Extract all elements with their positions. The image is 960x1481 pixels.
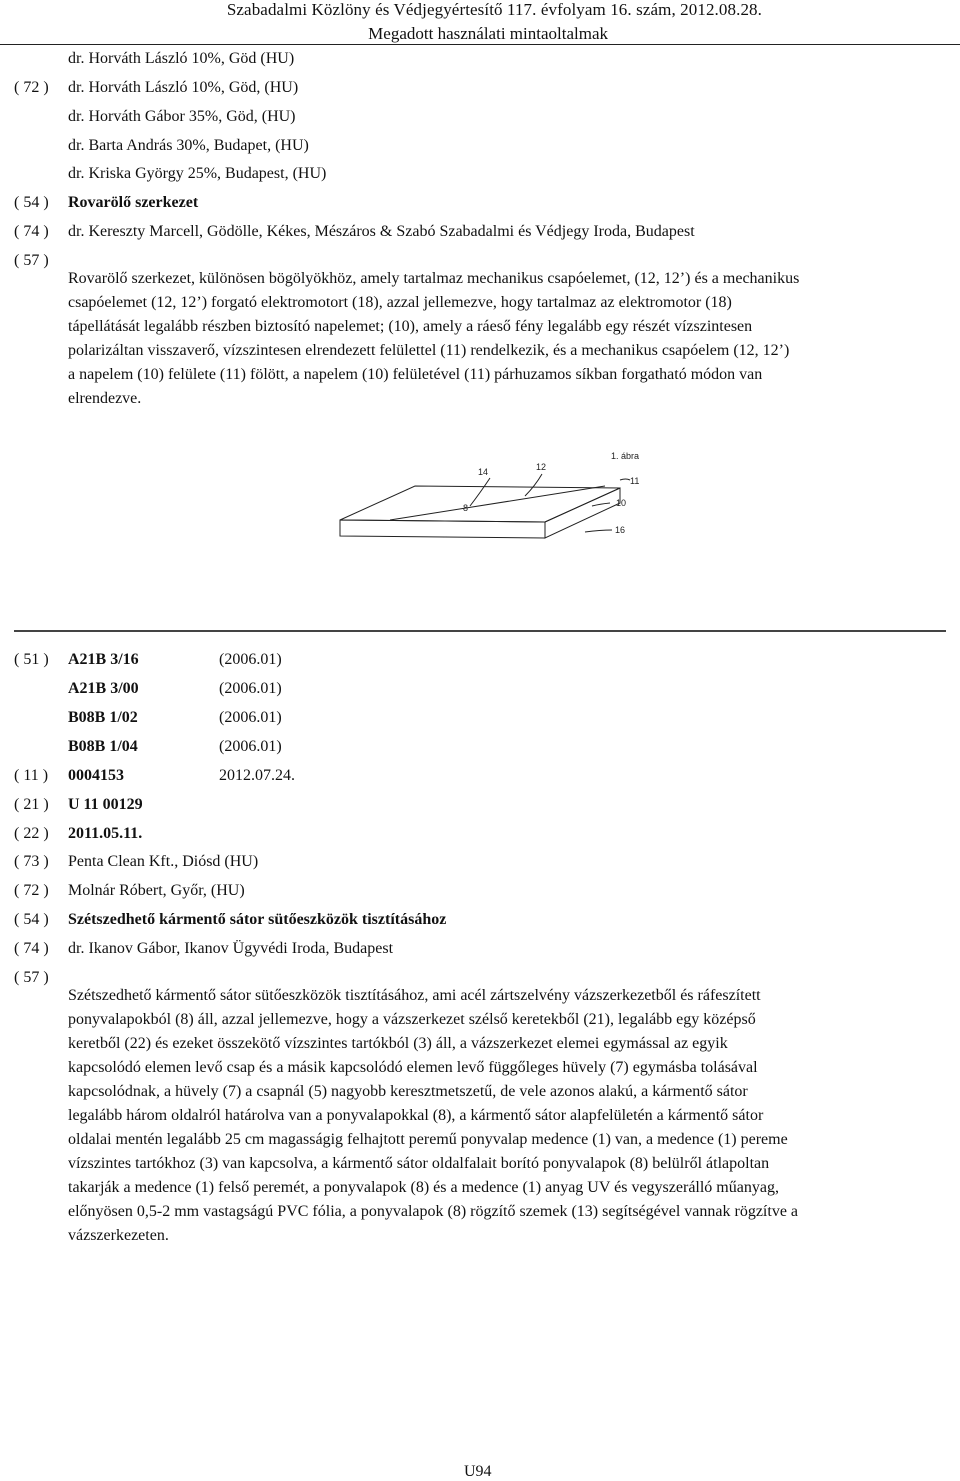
leader-11 xyxy=(620,479,630,480)
inid-code-74: ( 74 ) xyxy=(14,223,49,240)
leader-16 xyxy=(585,530,612,532)
solar-panel-figure xyxy=(330,448,660,563)
abstract-line: a napelem (10) felülete (11) fölött, a napelem (10) felületével (11) párhuzamos síkban forgatható módon van xyxy=(68,366,763,383)
page-header xyxy=(0,0,960,45)
abstract xyxy=(68,267,799,411)
leader-12 xyxy=(525,474,542,496)
figure-label: 12 xyxy=(536,462,547,472)
abstract-line: keretből (22) és ezeket összekötő vízszintes tartókból (3) áll, a vázszerkezet elemei egymással az egyik xyxy=(68,1035,728,1052)
leader-10 xyxy=(592,503,610,506)
figure-label: 11 xyxy=(630,476,640,486)
section-title: Megadott használati mintaoltalmak xyxy=(368,24,608,43)
panel-front-face xyxy=(340,520,545,538)
ipc-class: A21B 3/00 xyxy=(68,680,139,697)
patent-title: Szétszedhető kármentő sátor sütőeszközök tisztításához xyxy=(68,911,447,928)
abstract-line: legalább három oldalról határolva van a ponyvalapokkal (8), a kármentő sátor alapfelületén a kármentő sátor xyxy=(68,1107,764,1124)
abstract-line: oldalai mentén legalább 25 cm magasságig felhajtott peremű ponyvalap medence (1) van, a medence (1) pereme xyxy=(68,1131,788,1148)
abstract-line: csapóelemet (12, 12’) forgató elektromotort (18), azzal jellemezve, hogy tartalmaz az elektromotor (18) xyxy=(68,294,732,311)
abstract-line: Rovarölő szerkezet, különösen bögölyökhöz, amely tartalmaz mechanikus csapóelemet, (12, 12’) és a mechanikus xyxy=(68,270,800,287)
leader-14 xyxy=(470,478,490,506)
ipc-version: (2006.01) xyxy=(219,651,282,668)
abstract-line: kapcsolódó elemen levő csap és a másik kapcsolódó elemen levő függőleges hüvely (7) egymásba tolásával xyxy=(68,1059,758,1076)
journal-title: Szabadalmi Közlöny és Védjegyértesítő 117. évfolyam 16. szám, 2012.08.28. xyxy=(226,0,762,19)
inid-code-72: ( 72 ) xyxy=(14,79,49,96)
abstract-line: Szétszedhető kármentő sátor sütőeszközök tisztításához, ami acél zártszelvény vázszerkezetből és ráfeszített xyxy=(68,987,761,1004)
inventor-line: dr. Kriska György 25%, Budapest, (HU) xyxy=(68,165,327,182)
abstract-line: polarizáltan visszaverő, vízszintesen elrendezett felülettel (11) rendelkezik, és a mechanikus csapóelem (12, 12’) xyxy=(68,342,790,359)
figure-label: 8 xyxy=(463,503,469,513)
figure-label: 10 xyxy=(616,498,627,508)
figure-caption: 1. ábra xyxy=(611,451,640,461)
inid-code-54: ( 54 ) xyxy=(14,911,49,928)
panel-top-face xyxy=(340,486,620,522)
inid-code-74: ( 74 ) xyxy=(14,940,49,957)
blade-line xyxy=(390,486,605,520)
ipc-class: B08B 1/02 xyxy=(68,709,138,726)
abstract xyxy=(68,984,798,1248)
inventor-line: dr. Horváth László 10%, Göd (HU) xyxy=(68,50,295,67)
patent-number: 0004153 xyxy=(68,767,124,784)
application-number: U 11 00129 xyxy=(68,796,143,813)
abstract-line: előnyösen 0,5-2 mm vastagságú PVC fólia, a ponyvalapok (8) rögzítő szemek (13) segítségével vannak rögzítve a xyxy=(68,1203,799,1220)
abstract-line: tápellátását legalább részben biztosító napelemet; (10), amely a ráeső fény legalább egy részét vízszintesen xyxy=(68,318,753,335)
page-number: U94 xyxy=(464,1463,492,1480)
ipc-version: (2006.01) xyxy=(219,709,282,726)
inventor-line: dr. Barta András 30%, Budapet, (HU) xyxy=(68,137,309,154)
attorney-line: dr. Kereszty Marcell, Gödölle, Kékes, Mészáros & Szabó Szabadalmi és Védjegy Iroda, Budapest xyxy=(68,223,695,240)
abstract-line: takarják a medence (1) felső peremét, a ponyvalapok (8) és a medence (1) anyag UV és vegyszerálló műanyag, xyxy=(68,1179,779,1196)
ipc-class: B08B 1/04 xyxy=(68,738,138,755)
inid-code-57: ( 57 ) xyxy=(14,252,49,269)
inid-code-54: ( 54 ) xyxy=(14,194,49,211)
abstract-line: elrendezve. xyxy=(68,390,142,407)
abstract-line: vázszerkezeten. xyxy=(68,1227,169,1244)
abstract-line: ponyvalapokból (8) áll, azzal jellemezve, hogy a vázszerkezet szélső keretekből (21), legalább egy középső xyxy=(68,1011,756,1028)
inid-code-22: ( 22 ) xyxy=(14,825,49,842)
inid-code-73: ( 73 ) xyxy=(14,853,49,870)
grant-date: 2012.07.24. xyxy=(219,767,295,784)
figure-label: 14 xyxy=(478,467,489,477)
inid-code-72: ( 72 ) xyxy=(14,882,49,899)
entry-separator xyxy=(14,630,946,632)
inventor-line: dr. Horváth László 10%, Göd, (HU) xyxy=(68,79,299,96)
figure-label: 16 xyxy=(615,525,626,535)
ipc-class: A21B 3/16 xyxy=(68,651,139,668)
inventor-line: dr. Horváth Gábor 35%, Göd, (HU) xyxy=(68,108,296,125)
inid-code-51: ( 51 ) xyxy=(14,651,49,668)
ipc-version: (2006.01) xyxy=(219,738,282,755)
abstract-line: kapcsolódnak, a hüvely (7) a csapnál (5) nagyobb keresztmetszetű, de vele azonos alakú, a kármentő sátor xyxy=(68,1083,748,1100)
owner-line: Penta Clean Kft., Diósd (HU) xyxy=(68,853,259,870)
abstract-line: vízszintes tartókhoz (3) van kapcsolva, a kármentő sátor oldalfalait borító ponyvalapok (8) belülről átlapoltan xyxy=(68,1155,770,1172)
patent-title: Rovarölő szerkezet xyxy=(68,194,199,211)
inid-code-21: ( 21 ) xyxy=(14,796,49,813)
inid-code-57: ( 57 ) xyxy=(14,969,49,986)
inid-code-11: ( 11 ) xyxy=(14,767,49,784)
attorney-line: dr. Ikanov Gábor, Ikanov Ügyvédi Iroda, Budapest xyxy=(68,940,394,957)
filing-date: 2011.05.11. xyxy=(68,825,143,842)
ipc-version: (2006.01) xyxy=(219,680,282,697)
inventor-line: Molnár Róbert, Győr, (HU) xyxy=(68,882,245,899)
